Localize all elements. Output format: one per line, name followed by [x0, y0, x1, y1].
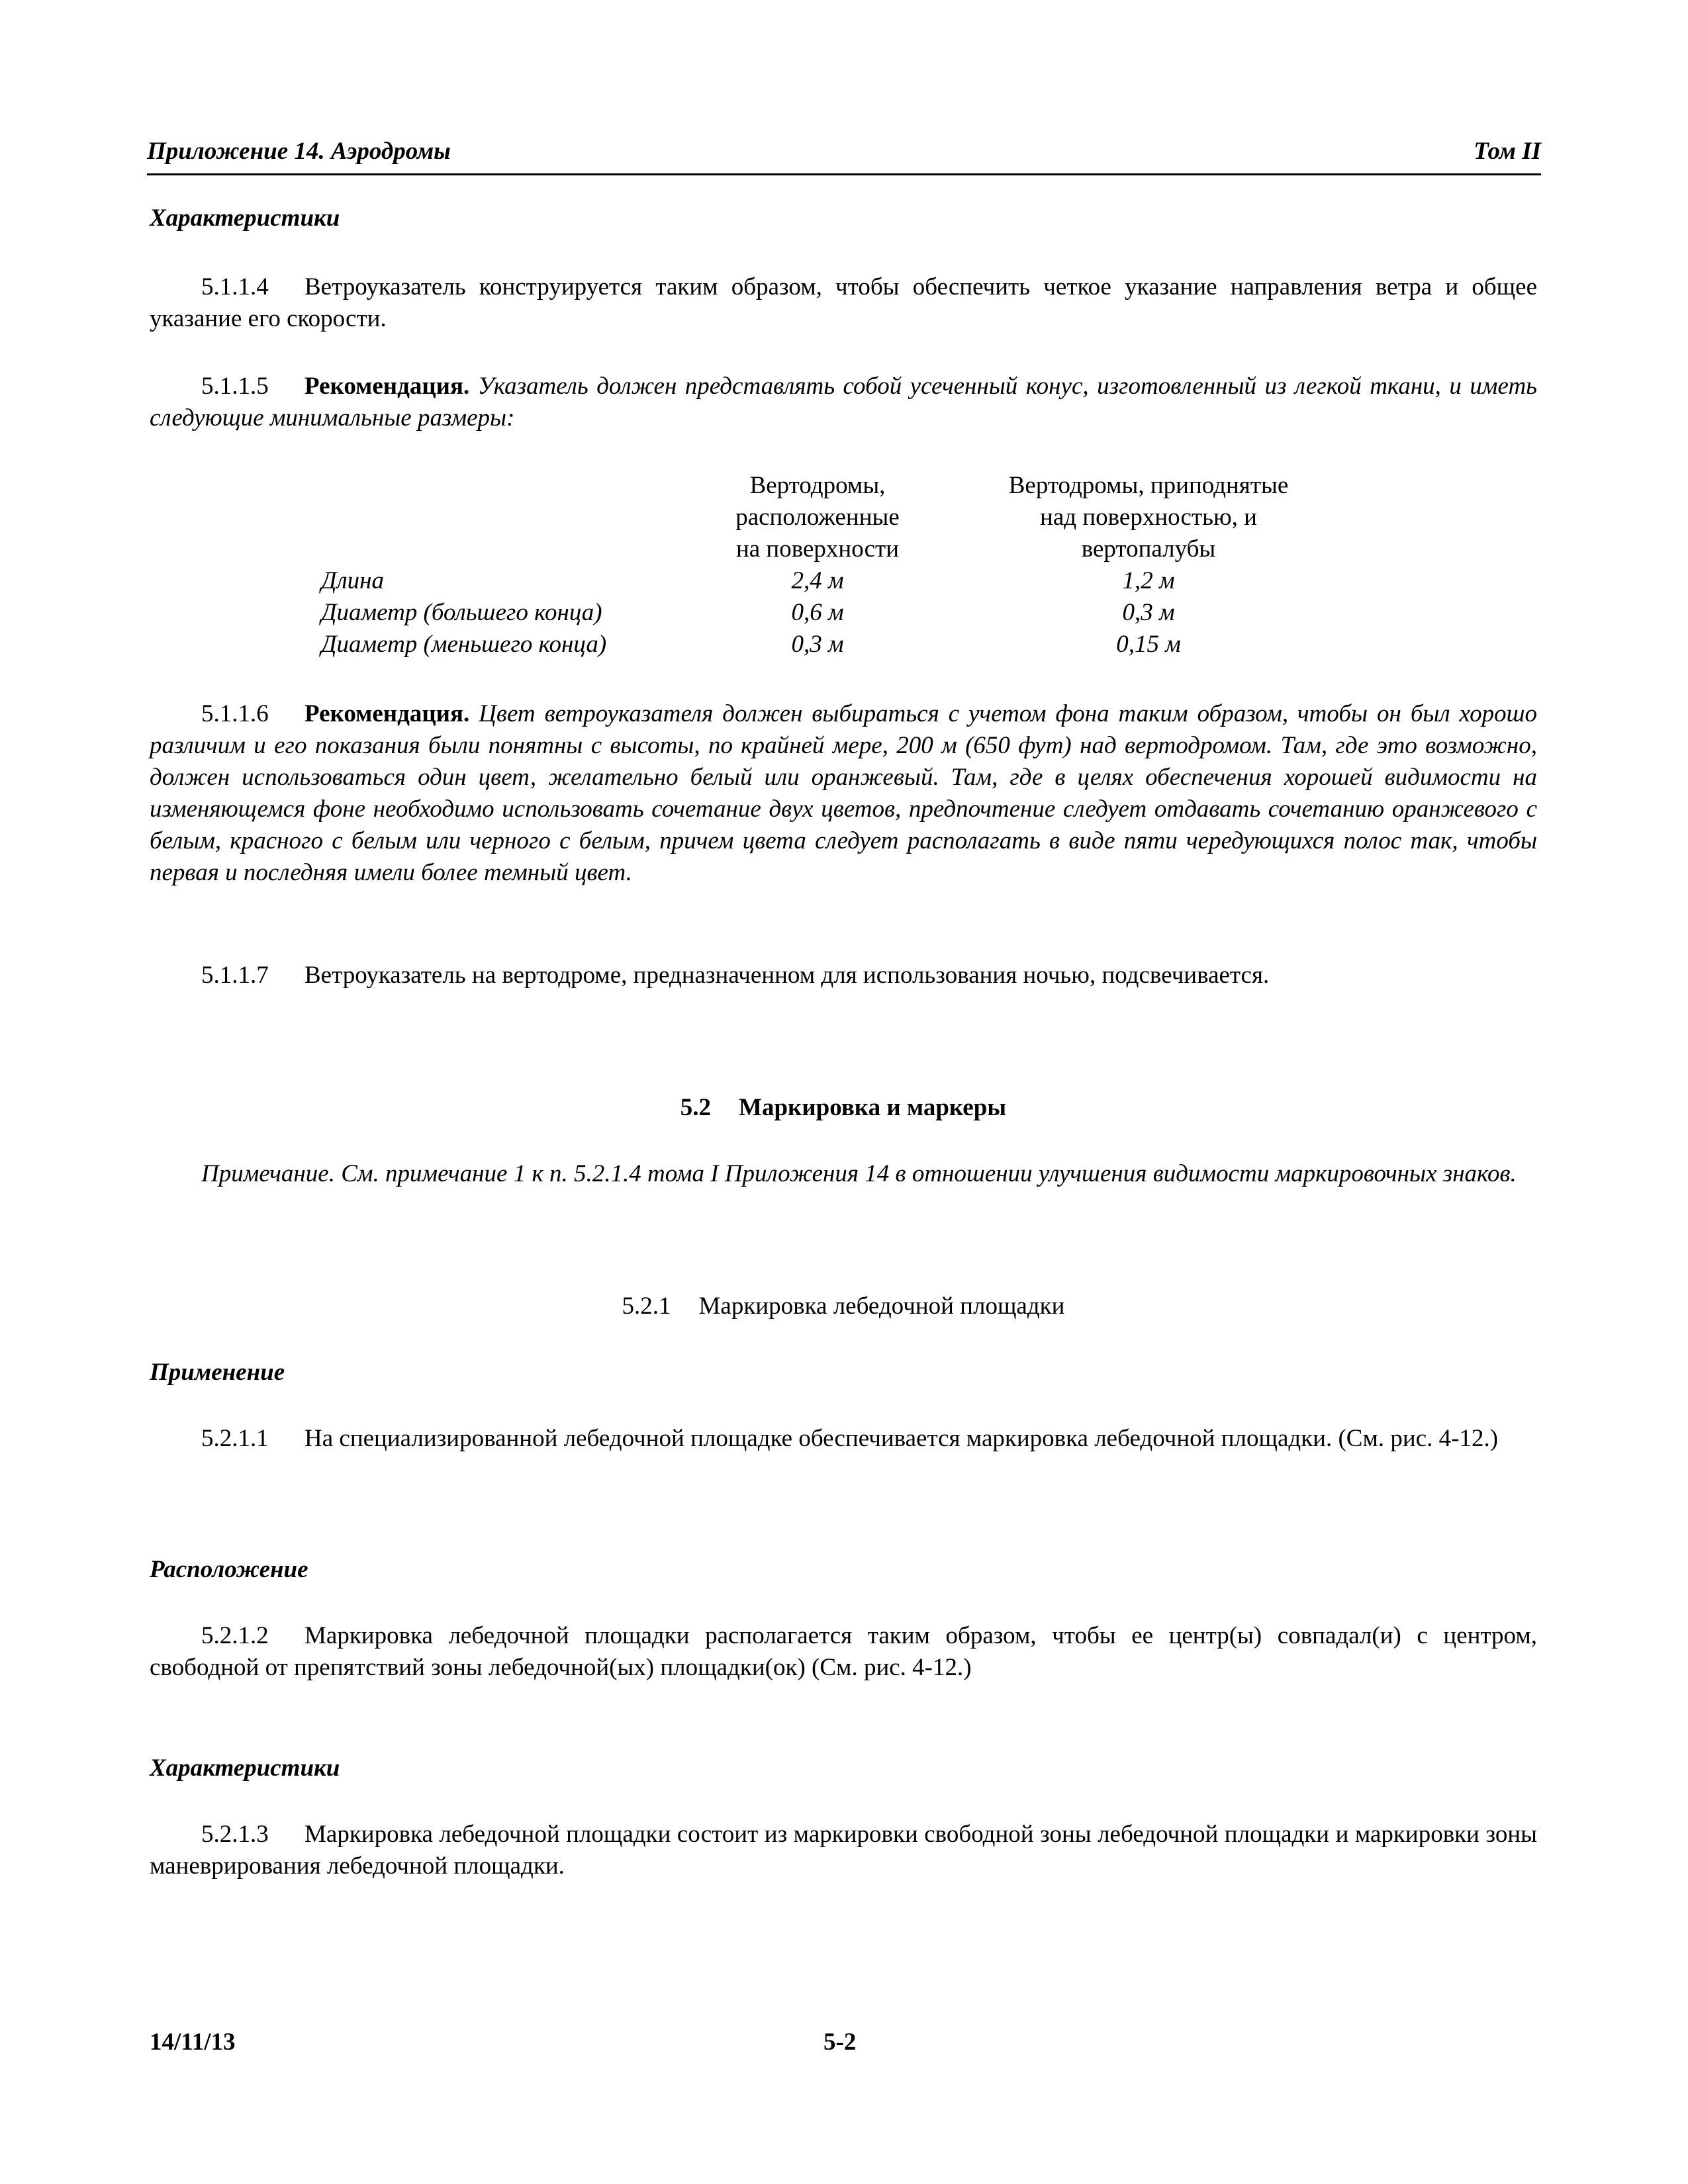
table-header-row: [321, 470, 1340, 565]
paragraph-number: 5.1.1.6: [201, 700, 269, 727]
table-row: [321, 597, 1340, 629]
heading-application: Применение: [150, 1359, 285, 1386]
table-cell: 0,3 м: [791, 631, 844, 658]
column-header-surface: Вертодромы, расположенные на поверхности: [735, 472, 900, 563]
paragraph-text: Цвет ветроуказателя должен выбираться с учетом фона таким образом, чтобы он был хорошо различим и его показания были понятны с высоты, по крайней мере, 200 м (650 фут) над вертодромом. Там, где это возможно, должен использоваться один цвет, желательно белый или оранжевый. Там, где в целях обеспечения хорошей видимости на изменяющемся фоне необходимо использовать сочетание двух цветов, предпочтение следует отдавать сочетанию оранжевого с белым, красного с белым или черного с белым, причем цвета следует располагать в виде пяти чередующихся полос так, чтобы первая и последняя имели более темный цвет.: [150, 700, 1538, 886]
paragraph-number: 5.1.1.7: [201, 962, 269, 989]
paragraph-text: Указатель должен представлять собой усеченный конус, изготовленный из легкой ткани, и иметь следующие минимальные размеры:: [150, 373, 1537, 432]
table-cell: 1,2 м: [1122, 567, 1175, 594]
heading-characteristics-2: Характеристики: [150, 1754, 340, 1782]
table-row: [321, 565, 1340, 597]
table-cell: 0,3 м: [1122, 599, 1175, 626]
row-label: Длина: [321, 567, 385, 594]
header-volume: Том II: [1474, 138, 1541, 165]
paragraph-number: 5.2.1.2: [201, 1622, 269, 1649]
paragraph-5-1-1-6: [150, 698, 1537, 889]
section-title: Маркировка и маркеры: [739, 1094, 1007, 1121]
paragraph-text: Ветроуказатель конструируется таким образом, чтобы обеспечить четкое указание направления ветра и общее указание его скорости.: [150, 273, 1537, 332]
paragraph-text: На специализированной лебедочной площадке обеспечивается маркировка лебедочной площадки. (См. рис. 4-12.): [305, 1425, 1499, 1452]
section-note: Примечание. См. примечание 1 к п. 5.2.1.4 тома I Приложения 14 в отношении улучшения видимости маркировочных знаков.: [201, 1160, 1517, 1187]
recommendation-label: Рекомендация.: [305, 700, 470, 727]
paragraph-5-1-1-5: [150, 371, 1537, 434]
page-header: [147, 130, 1541, 175]
paragraph-number: 5.1.1.4: [201, 273, 269, 300]
table-row: [321, 629, 1340, 660]
heading-location: Расположение: [150, 1556, 308, 1583]
column-header-elevated: Вертодромы, приподнятые над поверхностью, и вертопалубы: [1008, 472, 1289, 563]
subsection-title: Маркировка лебедочной площадки: [698, 1293, 1065, 1320]
windsock-dimensions-table: [321, 470, 1340, 660]
recommendation-label: Рекомендация.: [305, 373, 470, 400]
paragraph-number: 5.2.1.1: [201, 1425, 269, 1452]
table-cell: 2,4 м: [791, 567, 844, 594]
paragraph-text: Ветроуказатель на вертодроме, предназначенном для использования ночью, подсвечивается.: [305, 962, 1270, 989]
paragraph-5-2-1-1: [150, 1423, 1537, 1455]
paragraph-5-2-1-3: [150, 1819, 1537, 1882]
paragraph-5-1-1-7: [150, 960, 1537, 991]
paragraph-text: Маркировка лебедочной площадки состоит из маркировки свободной зоны лебедочной площадки и маркировки зоны маневрирования лебедочной площадки.: [150, 1821, 1537, 1880]
header-annex-title: Приложение 14. Аэродромы: [147, 138, 451, 165]
paragraph-number: 5.2.1.3: [201, 1821, 269, 1848]
paragraph-number: 5.1.1.5: [201, 373, 269, 400]
heading-characteristics: Характеристики: [150, 205, 340, 232]
row-label: Диаметр (меньшего конца): [321, 631, 607, 658]
paragraph-5-1-1-4: [150, 271, 1537, 335]
table-cell: 0,15 м: [1116, 631, 1181, 658]
paragraph-5-2-1-2: [150, 1620, 1537, 1684]
section-number: 5.2: [680, 1094, 712, 1121]
subsection-number: 5.2.1: [622, 1293, 671, 1320]
table-cell: 0,6 м: [791, 599, 844, 626]
subsection-title-5-2-1: [150, 1291, 1537, 1322]
row-label: Диаметр (большего конца): [321, 599, 602, 626]
paragraph-text: Маркировка лебедочной площадки располагается таким образом, чтобы ее центр(ы) совпадал(и) с центром, свободной от препятствий зоны лебедочной(ых) площадки(ок) (См. рис. 4-12.): [150, 1622, 1537, 1681]
footer-date: 14/11/13: [150, 2028, 236, 2056]
section-title-5-2: [150, 1092, 1537, 1124]
footer-page-number: 5-2: [823, 2028, 857, 2056]
